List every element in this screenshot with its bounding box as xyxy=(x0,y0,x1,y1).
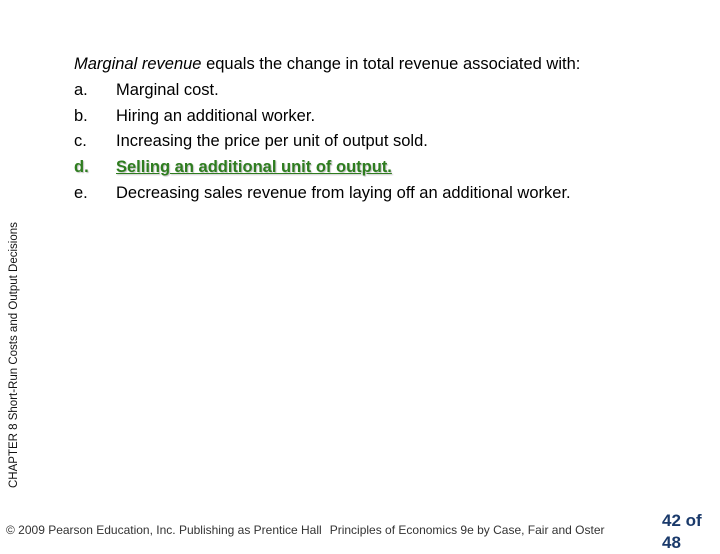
option-text: Increasing the price per unit of output sold. xyxy=(116,132,428,151)
option-a xyxy=(74,78,694,104)
option-text: Marginal cost. xyxy=(116,80,219,99)
question-block xyxy=(74,52,694,207)
option-b xyxy=(74,104,694,130)
option-text: Decreasing sales revenue from laying off an additional worker. xyxy=(116,183,571,202)
option-letter: b. xyxy=(74,106,88,125)
page-number: 42 of 48 xyxy=(662,511,702,552)
option-d-correct-answer xyxy=(74,155,694,181)
option-letter: a. xyxy=(74,80,88,99)
option-letter: d. xyxy=(74,158,89,177)
option-text: Selling an additional unit of output. xyxy=(116,158,392,177)
copyright-text: © 2009 Pearson Education, Inc. Publishing as Prentice Hall xyxy=(6,523,322,537)
option-letter: c. xyxy=(74,132,87,151)
question-stem xyxy=(74,52,694,78)
chapter-side-label: CHAPTER 8 Short-Run Costs and Output Decisions xyxy=(8,222,20,488)
footer xyxy=(6,523,604,537)
book-title: Principles of Economics 9e by Case, Fair and Oster xyxy=(329,523,605,537)
option-letter: e. xyxy=(74,183,88,202)
option-e xyxy=(74,181,694,207)
stem-text: equals the change in total revenue associated with: xyxy=(201,55,581,73)
stem-term: Marginal revenue xyxy=(74,55,202,73)
option-text: Hiring an additional worker. xyxy=(116,106,316,125)
option-c xyxy=(74,129,694,155)
